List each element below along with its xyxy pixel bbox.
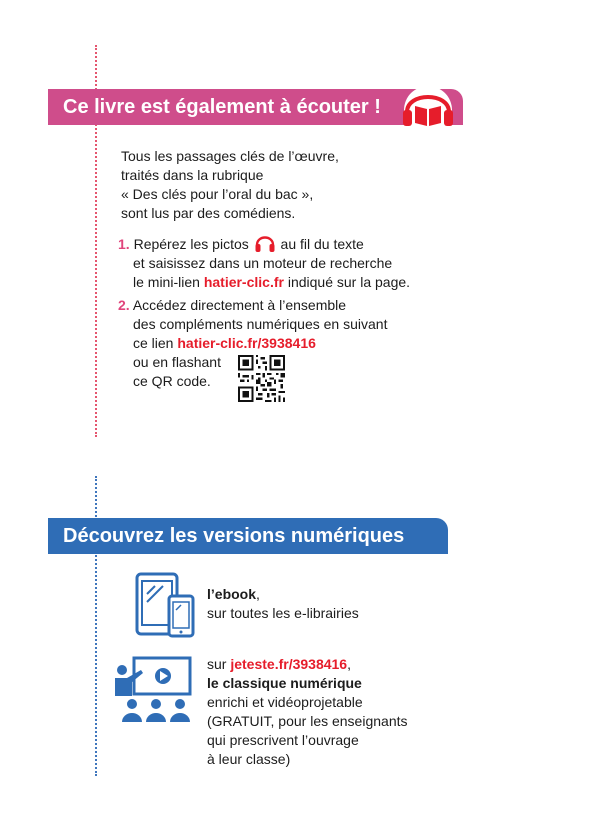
step-2-line-4: ou en flashant — [133, 354, 221, 370]
audio-intro — [121, 147, 339, 223]
step-2-number: 2. — [118, 297, 130, 313]
step-1-number: 1. — [118, 236, 130, 252]
hatier-clic-3938416-link[interactable]: hatier-clic.fr/3938416 — [177, 335, 316, 351]
audio-section-title: Ce livre est également à écouter ! — [63, 96, 381, 118]
step-1-line-2: et saisissez dans un moteur de recherche — [133, 255, 393, 271]
ebook-title: l’ebook — [207, 586, 257, 602]
qr-code[interactable] — [238, 355, 285, 402]
step-2-line-3-prefix: ce lien — [133, 335, 174, 351]
ebook-block — [207, 585, 359, 623]
classic-title: le classique numérique — [207, 675, 362, 691]
classic-line: qui prescrivent l’ouvrage — [207, 732, 359, 748]
step-1-line-3-suffix: indiqué sur la page. — [287, 274, 411, 290]
digital-section-title: Découvrez les versions numériques — [63, 525, 405, 547]
step-1 — [118, 232, 410, 292]
classroom-video-icon — [112, 656, 196, 726]
step-1-line-3-prefix: le mini-lien — [133, 274, 200, 290]
classic-prefix: sur — [207, 656, 227, 672]
ebook-title-suffix: , — [256, 586, 260, 602]
classic-block — [207, 655, 408, 769]
step-2-line-2: des compléments numériques en suivant — [133, 316, 388, 332]
intro-line: Tous les passages clés de l’œuvre, — [121, 148, 339, 164]
intro-line: « Des clés pour l’oral du bac », — [121, 186, 314, 202]
step-1-text-a: Repérez les pictos — [133, 236, 249, 252]
ebook-description: sur toutes les e-librairies — [207, 605, 359, 621]
headphones-icon — [254, 232, 276, 254]
tablet-phone-icon — [135, 572, 195, 638]
digital-section-banner — [48, 518, 448, 554]
step-2-line-1: Accédez directement à l’ensemble — [132, 297, 347, 313]
classic-line: (GRATUIT, pour les enseignants — [207, 713, 408, 729]
intro-line: sont lus par des comédiens. — [121, 205, 296, 221]
step-2-line-5: ce QR code. — [133, 373, 211, 389]
classic-link-suffix: , — [347, 656, 351, 672]
step-1-text-b: au fil du texte — [280, 236, 364, 252]
jeteste-link[interactable]: jeteste.fr/3938416 — [230, 656, 348, 672]
classic-line: à leur classe) — [207, 751, 291, 767]
classic-line: enrichi et vidéoprojetable — [207, 694, 363, 710]
hatier-clic-link[interactable]: hatier-clic.fr — [203, 274, 284, 290]
intro-line: traités dans la rubrique — [121, 167, 264, 183]
headphones-book-icon — [397, 82, 459, 134]
